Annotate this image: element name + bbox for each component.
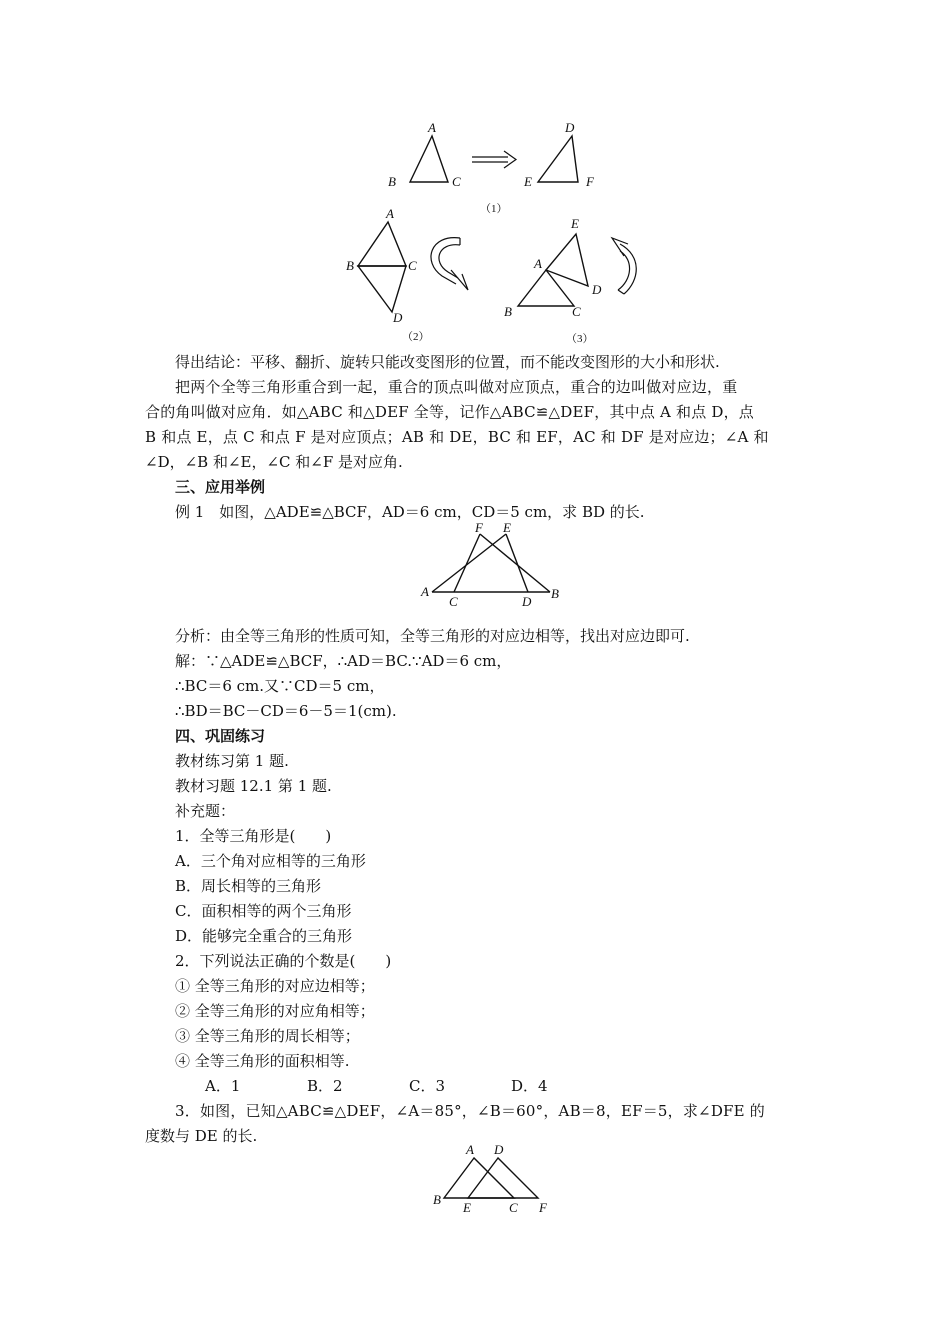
- solution-step-3: ∴BD＝BC－CD＝6－5＝1(cm).: [175, 702, 397, 720]
- question-2-statement-4: ④ 全等三角形的面积相等.: [175, 1052, 350, 1070]
- question-2-statement-2: ② 全等三角形的对应角相等；: [175, 1002, 375, 1020]
- label-b: B: [504, 304, 512, 319]
- label-a: A: [421, 584, 429, 599]
- triangle-dbc-bottom: [358, 266, 406, 312]
- label-f: F: [539, 1200, 547, 1215]
- label-a: A: [466, 1142, 474, 1157]
- label-d: D: [565, 120, 575, 135]
- example-1-text: 例 1 如图，△ADE≌△BCF，AD＝6 cm，CD＝5 cm，求 BD 的长.: [175, 503, 645, 521]
- label-c: C: [572, 304, 581, 319]
- definition-line-2: 合的角叫做对应角．如△ABC 和△DEF 全等，记作△ABC≌△DEF，其中点 A 和点 D，点: [145, 403, 755, 421]
- label-d: D: [522, 594, 532, 609]
- question-2: 2．下列说法正确的个数是( ): [175, 952, 392, 970]
- label-a: A: [534, 256, 542, 271]
- label-b: B: [433, 1192, 441, 1207]
- label-d: D: [592, 282, 602, 297]
- triangle-abc-top: [358, 222, 406, 266]
- curved-arrow-icon: [606, 230, 646, 300]
- conclusion-text: 得出结论：平移、翻折、旋转只能改变图形的位置，而不能改变图形的大小和形状.: [175, 353, 720, 371]
- question-2-option-d: D．4: [511, 1077, 548, 1095]
- label-e: E: [524, 174, 532, 189]
- figure-question-3: [430, 1140, 560, 1220]
- question-1-option-b: B．周长相等的三角形: [175, 877, 322, 895]
- question-2-statement-3: ③ 全等三角形的周长相等；: [175, 1027, 360, 1045]
- definition-line-4: ∠D，∠B 和∠E，∠C 和∠F 是对应角.: [145, 453, 403, 471]
- practice-item-2: 教材习题 12.1 第 1 题.: [175, 777, 332, 795]
- question-1-option-c: C．面积相等的两个三角形: [175, 902, 352, 920]
- figure-example-1: [418, 520, 568, 612]
- solution-step-1: 解：∵△ADE≌△BCF，∴AD＝BC.∵AD＝6 cm，: [175, 652, 512, 670]
- question-1: 1．全等三角形是( ): [175, 827, 332, 845]
- question-2-statement-1: ① 全等三角形的对应边相等；: [175, 977, 375, 995]
- label-e: E: [463, 1200, 471, 1215]
- triangle-abc: [410, 136, 448, 182]
- label-f: F: [586, 174, 594, 189]
- right-arrow-icon: [472, 151, 516, 168]
- label-c: C: [408, 258, 417, 273]
- practice-item-1: 教材练习第 1 题.: [175, 752, 289, 770]
- section-heading-3: 三、应用举例: [175, 478, 266, 496]
- label-c: C: [509, 1200, 518, 1215]
- analysis-text: 分析：由全等三角形的性质可知，全等三角形的对应边相等，找出对应边即可.: [175, 627, 690, 645]
- caption-1: （1）: [480, 203, 508, 215]
- label-f: F: [475, 520, 483, 535]
- label-a: A: [428, 120, 436, 135]
- question-3-line-2: 度数与 DE 的长.: [145, 1127, 258, 1145]
- label-c: C: [452, 174, 461, 189]
- caption-2: （2）: [402, 331, 430, 343]
- question-2-options: [145, 1074, 810, 1099]
- label-b: B: [346, 258, 354, 273]
- label-d: D: [494, 1142, 504, 1157]
- label-b: B: [388, 174, 396, 189]
- section-heading-4: 四、巩固练习: [175, 727, 266, 745]
- label-a: A: [386, 206, 394, 221]
- triangle-def: [538, 136, 578, 182]
- label-e: E: [571, 216, 579, 231]
- question-1-option-d: D．能够完全重合的三角形: [175, 927, 353, 945]
- label-d: D: [393, 310, 403, 325]
- definition-line-1: 把两个全等三角形重合到一起，重合的顶点叫做对应顶点，重合的边叫做对应边，重: [175, 378, 738, 396]
- triangle-abc: [518, 270, 574, 306]
- figure-translation: [380, 118, 610, 218]
- label-e: E: [503, 520, 511, 535]
- question-1-option-a: A．三个角对应相等的三角形: [175, 852, 366, 870]
- solution-step-2: ∴BC＝6 cm.又∵CD＝5 cm，: [175, 677, 385, 695]
- question-2-option-b: B．2: [307, 1077, 343, 1095]
- supplement-label: 补充题：: [175, 802, 236, 820]
- question-3-line-1: 3．如图，已知△ABC≌△DEF，∠A＝85°，∠B＝60°，AB＝8，EF＝5，求∠DFE 的: [175, 1102, 765, 1120]
- definition-line-3: B 和点 E，点 C 和点 F 是对应顶点；AB 和 DE，BC 和 EF，AC 和 DF 是对应边；∠A 和: [145, 428, 769, 446]
- question-2-option-a: A．1: [205, 1077, 241, 1095]
- question-2-option-c: C．3: [409, 1077, 446, 1095]
- caption-3: （3）: [566, 333, 594, 345]
- label-b: B: [551, 586, 559, 601]
- label-c: C: [449, 594, 458, 609]
- curved-arrow-icon: [420, 232, 490, 294]
- triangle-def: [468, 1158, 538, 1198]
